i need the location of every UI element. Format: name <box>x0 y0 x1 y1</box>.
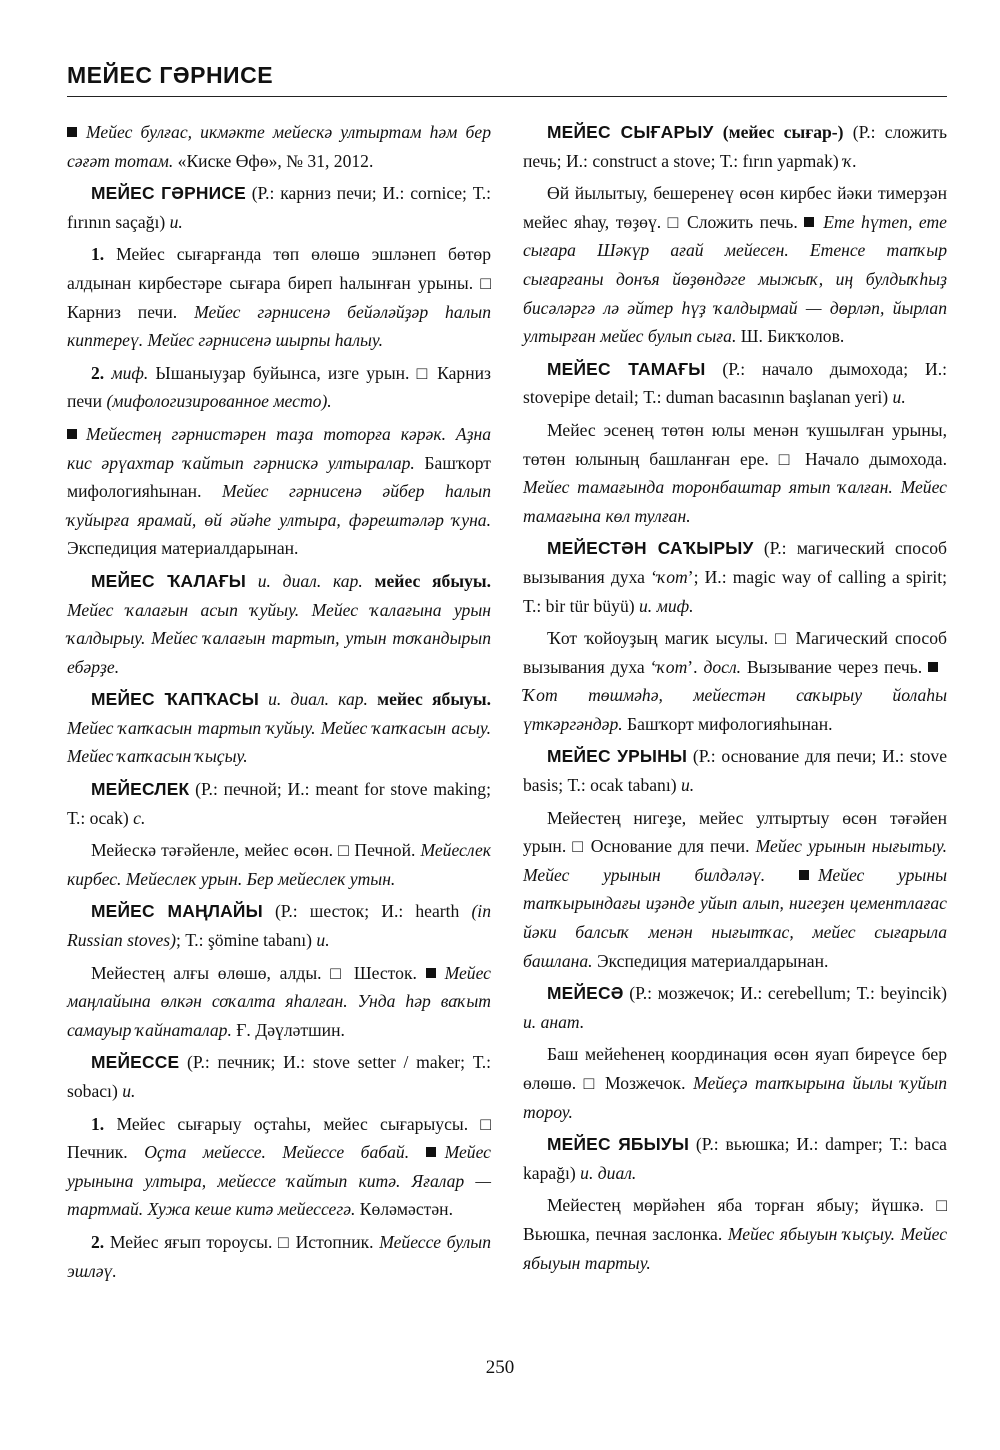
italic-text: и. диал. кар. <box>245 570 363 591</box>
italic-text: Мейес урынын нығытыу. Мейес урынын билдәләү. <box>523 836 947 885</box>
dictionary-entry <box>67 897 491 954</box>
italic-text: и. <box>122 1081 136 1101</box>
italic-text: миф. <box>104 362 149 383</box>
italic-text: (мифологизированное место). <box>106 391 332 412</box>
definition-paragraph <box>523 416 947 530</box>
dictionary-entry <box>523 1130 947 1187</box>
bold-text: 2. <box>91 362 105 383</box>
text-run: (Р.: печной; И.: meant for stove making; Т.: ocak) <box>67 779 491 828</box>
headword: МЕЙЕС ҠАЛАҒЫ <box>91 570 246 591</box>
italic-text: Мейеҫә тапҡырына йылы ҡуйып тороу. <box>523 1073 947 1122</box>
text-run: Мейес эсенең төтөн юлы менән ҡушылған урыны, төтөн юлының башланған ере. □ Начало дымохода. <box>523 419 947 469</box>
text-run: Мейестең алғы өлөшө, алды. □ Шесток. <box>91 962 426 983</box>
example-marker-icon <box>67 127 77 137</box>
text-run: «Киске Өфө», № 31, 2012. <box>173 150 374 171</box>
text-run: (Р.: магический способ вызывания духа ‘ <box>523 538 947 587</box>
text-run: Мейес сығарыу оҫтаһы, мейес сығарыусы. □ Печник. <box>67 1113 491 1163</box>
definition-paragraph <box>523 1040 947 1126</box>
headword: МЕЙЕС ЯБЫУЫ <box>547 1134 690 1155</box>
text-run: Ҡот ҡойоуҙың магик ысулы. □ Магический способ вызывания духа ‘ <box>523 628 947 677</box>
text-run: Башҡорт мифологияһынан. <box>67 452 491 502</box>
headword: МЕЙЕСЛЕК <box>91 779 190 800</box>
italic-text: и. <box>316 930 330 951</box>
definition-paragraph <box>67 240 491 354</box>
example-marker-icon <box>67 429 77 439</box>
dictionary-entry <box>523 534 947 620</box>
dictionary-entry <box>67 775 491 832</box>
example-marker-icon <box>799 870 809 880</box>
text-run: Экспедиция материалдарынан. <box>592 950 829 971</box>
italic-text: Мейес гәрнисенә бейәләйҙәр һалып киптереү. Мейес гәрнисенә шырпы һалыу. <box>67 301 492 351</box>
text-run: ’; И.: magic way of calling a spirit; Т.: bir tür büyü) <box>523 566 947 616</box>
text-run: ; Т.: şömine tabanı) <box>175 930 317 951</box>
bold-text: мейес ябыуы. <box>367 689 491 710</box>
italic-text: и. <box>681 775 695 796</box>
text-run: Мейескә тәғәйенле, мейес өсөн. □ Печной. <box>91 840 421 861</box>
definition-paragraph <box>67 1110 491 1224</box>
italic-text: Мейес ҡалағын асып ҡуйыу. Мейес ҡалағына урын ҡалдырыу. Мейес ҡалағын тартып, утын тоҡандырып ебәрҙе. <box>67 599 491 677</box>
left-column <box>67 118 491 1289</box>
italic-text: Мейес тамағында торонбаштар ятып ҡалған. Мейес тамағына көл тулған. <box>523 477 947 526</box>
definition-paragraph <box>523 804 947 976</box>
italic-text: Мейес ябыуын ҡыҫыу. Мейес ябыуын тартыу. <box>523 1223 948 1273</box>
headword: МЕЙЕС ГӘРНИСЕ <box>91 183 246 204</box>
dictionary-entry <box>67 1048 491 1105</box>
dictionary-entry <box>523 979 947 1036</box>
page-number: 250 <box>485 1357 515 1378</box>
italic-text: и. диал. кар. <box>258 689 368 710</box>
example-marker-icon <box>928 662 938 672</box>
italic-text: ҡот <box>656 566 688 587</box>
bold-text: мейес ябыуы. <box>362 570 491 591</box>
example-marker-icon <box>804 217 814 227</box>
italic-text: досл. <box>703 656 742 677</box>
text-run: (Р.: шесток; И.: hearth <box>262 901 472 922</box>
italic-text: и. анат. <box>523 1011 585 1032</box>
text-run: (Р.: вьюшка; И.: damper; Т.: baca kapağı) <box>523 1134 947 1183</box>
header-rule <box>67 96 947 97</box>
headword: МЕЙЕСТӘН САҠЫРЫУ <box>547 538 754 559</box>
definition-paragraph <box>523 179 947 351</box>
right-column <box>523 118 947 1281</box>
italic-text: и. диал. <box>580 1162 637 1183</box>
bold-text: 1. <box>91 1113 105 1134</box>
text-run: ’. <box>687 656 704 677</box>
definition-paragraph <box>523 624 947 738</box>
text-run: Мейес яғып тороусы. □ Истопник. <box>104 1231 380 1252</box>
italic-text: Ҡот төшмәһә, мейестән саҡырыу йолаһы үткәргәндәр. <box>523 685 947 734</box>
italic-text: Мейеслек кирбес. Мейеслек урын. Бер мейеслек утын. <box>67 840 491 889</box>
headword: МЕЙЕС МАҢЛАЙЫ <box>91 901 263 922</box>
dictionary-entry <box>523 355 947 412</box>
italic-text: Мейес урыны тапҡырындағы иҙәнде уйып алып, нигеҙен цементлағас йәки балсыҡ менән нығытҡас, мейес сығарыла башлана. <box>523 864 947 971</box>
headword: МЕЙЕС УРЫНЫ <box>547 746 688 767</box>
text-run: (Р.: сложить печь; И.: construct a stove; Т.: fırın yapmak) <box>523 122 947 171</box>
definition-paragraph <box>523 1191 947 1277</box>
italic-text: и. <box>892 387 906 408</box>
italic-text: Мейестең гәрнистәрен таҙа тоторға кәрәк. Аҙна кис әрүахтар ҡайтып гәрнискә ултыралар. <box>67 423 491 473</box>
text-run: Экспедиция материалдарынан. <box>67 538 299 559</box>
usage-example <box>67 420 491 563</box>
text-run: Вызывание через печь. <box>741 656 929 677</box>
italic-text: Мейес ҡапҡасын тартып ҡуйыу. Мейес ҡапҡасын асыу. Мейес ҡапҡасын ҡыҫыу. <box>67 717 491 767</box>
italic-text: Ете һүтеп, ете сығара Шәкүр ағай мейесен. Етенсе тапҡыр сығарғаны донъя йөҙөндәге мыжыҡ, иң булдыҡһыҙ бисәләргә лә әйтер һүҙ ҡалдырмай — дөрләп, йырлап ултырған мейес булып сыға. <box>523 211 947 347</box>
text-run: Өй йылытыу, бешеренеү өсөн кирбес йәки тимерҙән мейес яһау, төҙөү. □ Сложить печь. <box>523 183 947 232</box>
definition-paragraph <box>67 359 491 416</box>
italic-text: Мейес булғас, икмәкте мейескә ултыртам һәм бер сәғәт тотам. <box>67 122 491 171</box>
dictionary-entry <box>523 742 947 799</box>
text-run: (Р.: начало дымохода; И.: stovepipe detail; Т.: duman bacasının başlanan yeri) <box>523 358 947 408</box>
italic-text: с. <box>133 807 146 828</box>
definition-paragraph <box>67 1228 491 1285</box>
text-run: Ышаныуҙар буйынса, изге урын. □ Карниз печи <box>67 362 491 412</box>
bold-text: 1. <box>91 244 105 265</box>
text-run: Мейестең нигеҙе, мейес ултыртыу өсөн тәғәйен урын. □ Основание для печи. <box>523 807 947 857</box>
example-marker-icon <box>426 968 436 978</box>
text-run: (Р.: печник; И.: stove setter / maker; Т.: sobacı) <box>67 1052 491 1101</box>
text-run: Мейес сығарғанда төп өлөшө эшләнеп бөтөр алдынан кирбестәре сығара биреп һалынған урыны. □ Карниз печи. <box>67 244 491 322</box>
headword: МЕЙЕС ТАМАҒЫ <box>547 358 706 379</box>
italic-text: ҡ. <box>843 150 857 171</box>
italic-text: Мейес гәрнисенә әйбер һалып ҡуйырға ярамай, өй әйәһе ултыра, фәрештәләр ҡуна. <box>67 481 491 530</box>
italic-text: ҡот <box>656 656 688 677</box>
italic-text: и. <box>169 211 183 232</box>
text-run: Баш мейеһенең координация өсөн яуап биреүсе бер өлөшө. □ Мозжечок. <box>523 1044 947 1093</box>
text-run: Башҡорт мифологияһынан. <box>622 713 833 734</box>
text-run: Көләмәстән. <box>355 1199 453 1220</box>
dictionary-entry <box>523 118 947 175</box>
text-run: Мейестең мөрйәһен яба торған ябыу; йүшкә. □ Вьюшка, печная заслонка. <box>523 1195 947 1244</box>
italic-text: и. миф. <box>639 595 694 616</box>
italic-text: Оҫта мейессе. Мейессе бабай. <box>144 1142 426 1163</box>
headword: МЕЙЕССЕ <box>91 1052 180 1073</box>
text-run: (Р.: карниз печи; И.: cornice; Т.: fırının saçağı) <box>67 183 491 232</box>
italic-text: Мейес урынына ултыра, мейессе ҡайтып китә. Яғалар — тартмай. Хужа кеше китә мейессегә. <box>67 1142 491 1220</box>
italic-text: Мейессе булып эшләү. <box>67 1231 491 1281</box>
text-run: (Р.: мозжечок; И.: cerebellum; Т.: beyincik) <box>623 983 947 1004</box>
italic-text: (in Russian stoves) <box>67 901 491 951</box>
headword: МЕЙЕС СЫҒАРЫУ <box>547 122 714 142</box>
dictionary-entry <box>67 685 491 771</box>
definition-paragraph <box>67 959 491 1045</box>
dictionary-entry <box>67 567 491 681</box>
text-run: (Р.: основание для печи; И.: stove basis; Т.: ocak tabanı) <box>523 746 947 796</box>
definition-paragraph <box>67 836 491 893</box>
bold-text: 2. <box>91 1231 105 1252</box>
running-head: МЕЙЕС ГӘРНИСЕ <box>67 62 274 88</box>
italic-text: Мейес маңлайына өлкән соҡалта яһалған. Унда һәр ваҡыт самауыр ҡайнаталар. <box>67 962 491 1040</box>
text-run: Ғ. Дәүләтшин. <box>231 1019 345 1040</box>
bold-text: (мейес сығар-) <box>713 122 844 142</box>
text-run: Ш. Бикҡолов. <box>736 326 845 347</box>
headword: МЕЙЕСӘ <box>547 983 624 1004</box>
headword: МЕЙЕС ҠАПҠАСЫ <box>91 689 259 710</box>
usage-example <box>67 118 491 175</box>
example-marker-icon <box>426 1147 436 1157</box>
dictionary-entry <box>67 179 491 236</box>
